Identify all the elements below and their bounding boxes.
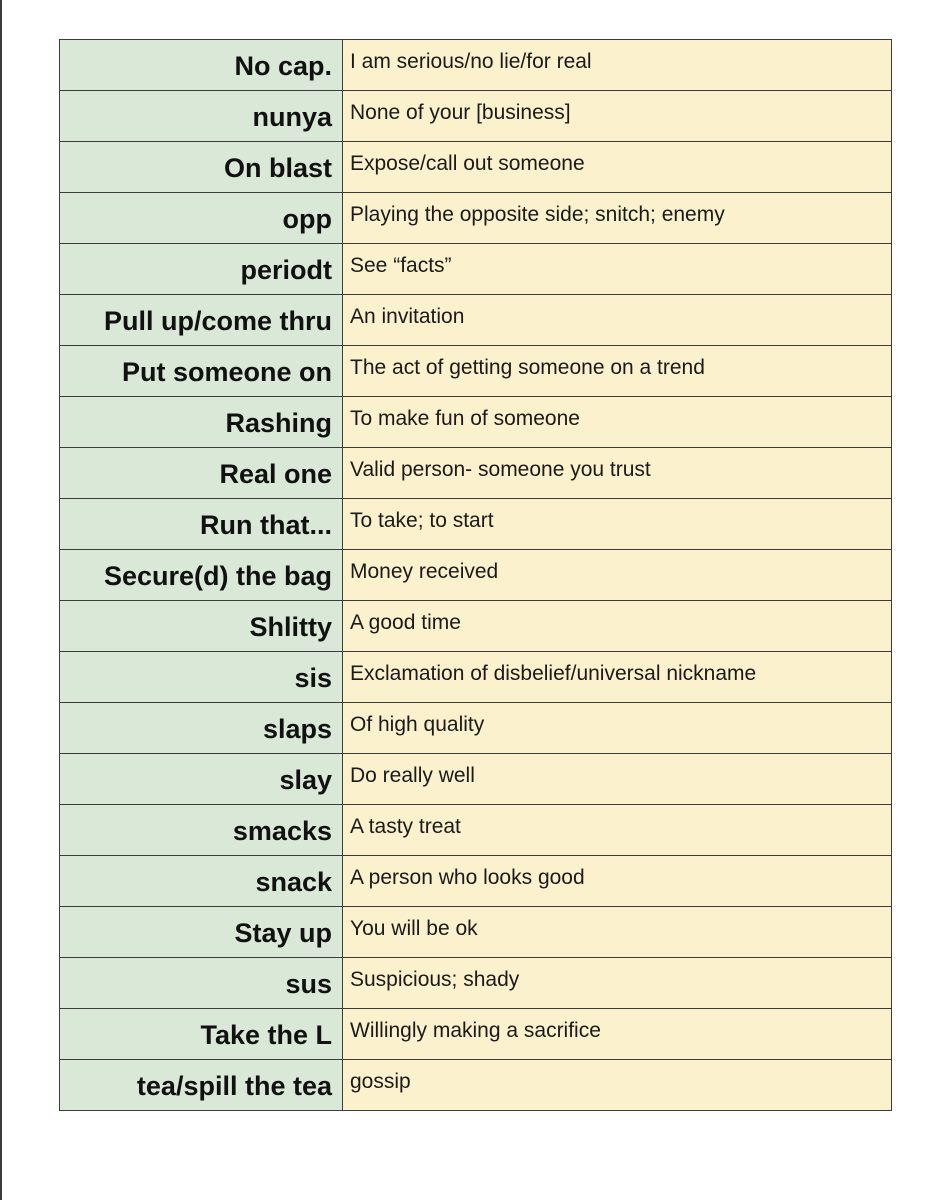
slang-table-body (60, 40, 892, 1111)
slang-definition: Playing the opposite side; snitch; enemy (343, 193, 892, 244)
slang-definition: To take; to start (343, 499, 892, 550)
slang-definition: Suspicious; shady (343, 958, 892, 1009)
table-row (60, 652, 892, 703)
slang-term: smacks (60, 805, 343, 856)
table-row (60, 244, 892, 295)
table-row (60, 295, 892, 346)
slang-term: On blast (60, 142, 343, 193)
table-row (60, 805, 892, 856)
table-row (60, 703, 892, 754)
slang-term: snack (60, 856, 343, 907)
slang-definition: Expose/call out someone (343, 142, 892, 193)
slang-definition: A tasty treat (343, 805, 892, 856)
table-row (60, 142, 892, 193)
table-row (60, 550, 892, 601)
slang-term: Rashing (60, 397, 343, 448)
slang-definition: An invitation (343, 295, 892, 346)
slang-definition: To make fun of someone (343, 397, 892, 448)
table-row (60, 346, 892, 397)
table-row (60, 856, 892, 907)
slang-term: Pull up/come thru (60, 295, 343, 346)
slang-term: Take the L (60, 1009, 343, 1060)
slang-term: nunya (60, 91, 343, 142)
table-row (60, 958, 892, 1009)
table-row (60, 448, 892, 499)
table-row (60, 907, 892, 958)
slang-term: tea/spill the tea (60, 1060, 343, 1111)
slang-definition: gossip (343, 1060, 892, 1111)
slang-definition: See “facts” (343, 244, 892, 295)
slang-term: sis (60, 652, 343, 703)
slang-definition: A good time (343, 601, 892, 652)
table-row (60, 91, 892, 142)
slang-term: Run that... (60, 499, 343, 550)
table-row (60, 40, 892, 91)
slang-term: slay (60, 754, 343, 805)
slang-definition: Do really well (343, 754, 892, 805)
slang-definition: Of high quality (343, 703, 892, 754)
slang-term: Real one (60, 448, 343, 499)
table-row (60, 499, 892, 550)
slang-definition: Money received (343, 550, 892, 601)
table-row (60, 397, 892, 448)
slang-term: opp (60, 193, 343, 244)
slang-term: slaps (60, 703, 343, 754)
slang-definition: Valid person- someone you trust (343, 448, 892, 499)
table-row (60, 601, 892, 652)
slang-term: periodt (60, 244, 343, 295)
slang-definition: None of your [business] (343, 91, 892, 142)
page-left-border (0, 0, 2, 1200)
slang-definition: Willingly making a sacrifice (343, 1009, 892, 1060)
slang-term: sus (60, 958, 343, 1009)
table-row (60, 1060, 892, 1111)
table-row (60, 193, 892, 244)
slang-term: Stay up (60, 907, 343, 958)
table-row (60, 754, 892, 805)
slang-term: Shlitty (60, 601, 343, 652)
slang-glossary-table (59, 39, 892, 1111)
slang-definition: I am serious/no lie/for real (343, 40, 892, 91)
table-row (60, 1009, 892, 1060)
slang-definition: The act of getting someone on a trend (343, 346, 892, 397)
slang-definition: You will be ok (343, 907, 892, 958)
slang-definition: Exclamation of disbelief/universal nickname (343, 652, 892, 703)
slang-term: Secure(d) the bag (60, 550, 343, 601)
slang-term: Put someone on (60, 346, 343, 397)
slang-term: No cap. (60, 40, 343, 91)
slang-definition: A person who looks good (343, 856, 892, 907)
